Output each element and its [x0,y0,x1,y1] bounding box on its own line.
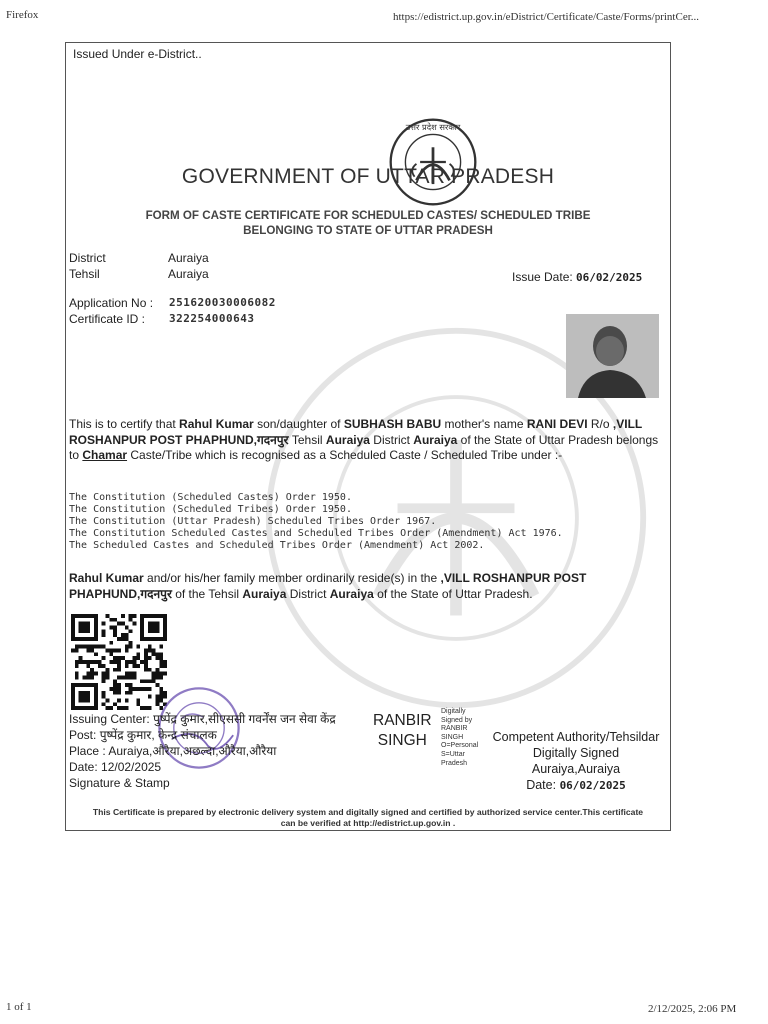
mother-name: RANI DEVI [526,417,588,431]
order-item: The Constitution (Scheduled Castes) Order 1950. [69,492,352,503]
tehsil-value: Auraiya [168,267,209,281]
issue-date [512,270,642,284]
certificate-footer-note: This Certificate is prepared by electronic delivery system and digitally signed and certified by authorized service center.This certificate can be verified at http://edistrict.up.gov.in . [92,807,644,828]
residence-paragraph: Rahul Kumar and/or his/her family member ordinarily reside(s) in the ,VILL ROSHANPUR POST PHAPHUND,गदनपुर of the Tehsil Auraiya District Auraiya of the State of Uttar Pradesh. [69,571,587,601]
issuing-place: Auraiya,औरैया,अछल्दा,औरैया,औरैया [108,744,277,758]
qr-code [71,614,167,710]
browser-app-name: Firefox [6,9,39,21]
father-name: SUBHASH BABU [343,417,442,431]
authority-place: Auraiya,Auraiya [531,762,621,776]
issuing-details: Issuing Center: पुष्पेंद्र कुमार,सीएससी गवर्नेंस जन सेवा केंद्र Post: पुष्पेंद्र कुमार, केन्द्र संचालक Place : Auraiya,औरैया,अछल्दा,औरैया,औरैया Date: 12/02/2025 Signature & Stamp [69,711,369,791]
issue-date-value: 06/02/2025 [576,271,643,284]
signature-label: Signature & Stamp [69,776,170,790]
applicant-photo [566,314,659,398]
issuing-post: पुष्पेंद्र कुमार, केन्द्र संचालक [99,728,217,742]
print-timestamp: 2/12/2025, 2:06 PM [648,1003,737,1015]
order-item: The Scheduled Castes and Scheduled Tribes Order (Amendment) Act 2002. [69,540,485,551]
issue-date-label: Issue Date: [512,270,573,284]
residence-address: ,VILL ROSHANPUR POST PHAPHUND,गदनपुर [69,417,643,447]
page-url: https://edistrict.up.gov.in/eDistrict/Certificate/Caste/Forms/printCer... [393,11,700,23]
order-item: The Constitution (Scheduled Tribes) Order 1950. [69,504,352,515]
caste-certificate [65,42,671,831]
digital-signer-name: RANBIR SINGH [373,712,432,749]
competent-authority: Competent Authority/Tehsildar Digitally Signed Auraiya,Auraiya Date: 06/02/2025 [484,729,668,794]
form-title-line1: FORM OF CASTE CERTIFICATE FOR SCHEDULED CASTES/ SCHEDULED TRIBE [145,209,591,222]
page-count: 1 of 1 [6,1001,32,1013]
issuing-date: 12/02/2025 [101,760,162,774]
order-item: The Constitution (Uttar Pradesh) Scheduled Tribes Order 1967. [69,516,437,527]
caste-name: Chamar [82,448,128,462]
government-title: GOVERNMENT OF UTTAR PRADESH [181,165,555,188]
authority-title: Competent Authority/Tehsildar [492,730,660,744]
emblem-text: उत्तर प्रदेश सरकार [405,121,461,132]
certification-paragraph: This is to certify that Rahul Kumar son/daughter of SUBHASH BABU mother's name RANI DEVI R/o ,VILL ROSHANPUR POST PHAPHUND,गदनपुर Tehsil Auraiya District Auraiya of the State of Uttar Pradesh belongs to Chamar Caste/Tribe which is recognised as a Scheduled Caste / Scheduled Tribe under :- [69,417,659,462]
issued-under-text: Issued Under e-District.. [73,47,202,61]
form-title [66,208,670,238]
application-no-value: 251620030006082 [169,296,276,309]
authority-date: 06/02/2025 [559,779,626,792]
order-item: The Constitution Scheduled Castes and Scheduled Tribes Order (Amendment) Act 1976. [69,528,563,539]
district-value: Auraiya [168,251,209,265]
form-title-line2: BELONGING TO STATE OF UTTAR PRADESH [243,224,493,237]
orders-list [69,492,563,552]
up-government-emblem [387,116,479,208]
tehsil-label: Tehsil [69,267,100,281]
district-label: District [69,251,106,265]
authority-signed: Digitally Signed [532,746,620,760]
certificate-id-label: Certificate ID : [69,312,146,326]
applicant-name: Rahul Kumar [179,417,254,431]
certificate-id-value: 322254000643 [169,312,255,325]
issuing-center: पुष्पेंद्र कुमार,सीएससी गवर्नेंस जन सेवा केंद्र [153,712,336,726]
digital-signature-details: Digitally Signed by RANBIR SINGH O=Personal S=Uttar Pradesh [441,708,479,767]
application-no-label: Application No : [69,296,154,310]
